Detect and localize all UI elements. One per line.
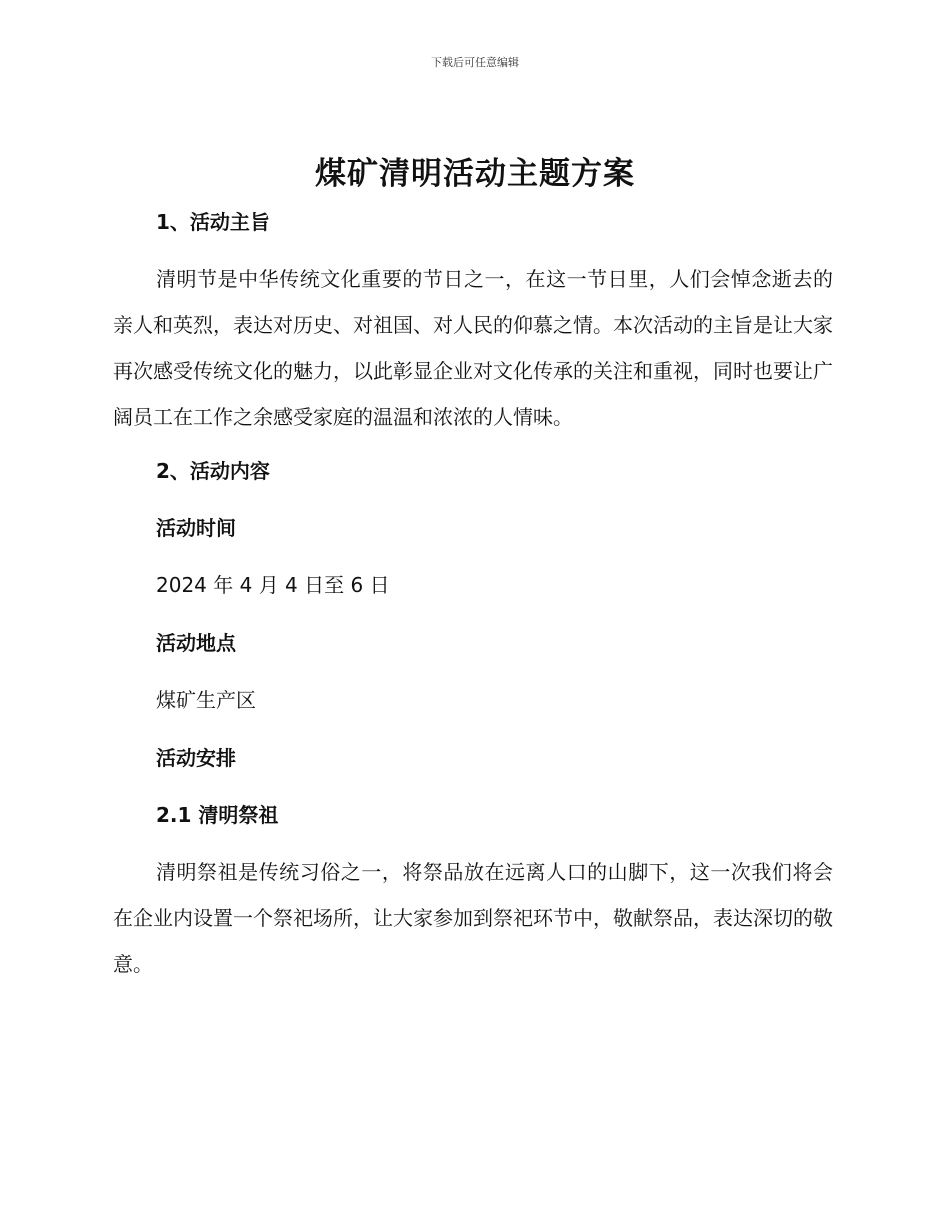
activity-place-value: 煤矿生产区	[156, 688, 256, 712]
document-title: 煤矿清明活动主题方案	[315, 156, 635, 192]
section-heading-purpose: 1、活动主旨	[156, 210, 270, 234]
activity-time-label: 活动时间	[156, 516, 236, 540]
activity-time-value: 2024 年 4 月 4 日至 6 日	[156, 573, 390, 597]
subsection-heading-ancestor-worship: 2.1 清明祭祖	[156, 803, 279, 827]
page-header-note: 下载后可任意编辑	[431, 56, 519, 69]
ancestor-worship-paragraph: 清明祭祖是传统习俗之一，将祭品放在远离人口的山脚下，这一次我们将会在企业内设置一个祭祀场所，让大家参加到祭祀环节中，敬献祭品，表达深切的敬意。	[113, 860, 833, 976]
purpose-paragraph: 清明节是中华传统文化重要的节日之一，在这一节日里，人们会悼念逝去的亲人和英烈，表达对历史、对祖国、对人民的仰慕之情。本次活动的主旨是让大家再次感受传统文化的魅力，以此彰显企业对文化传承的关注和重视，同时也要让广阔员工在工作之余感受家庭的温温和浓浓的人情味。	[113, 267, 833, 429]
section-heading-content: 2、活动内容	[156, 459, 270, 483]
activity-place-label: 活动地点	[156, 631, 236, 655]
activity-arrangement-label: 活动安排	[156, 746, 236, 770]
